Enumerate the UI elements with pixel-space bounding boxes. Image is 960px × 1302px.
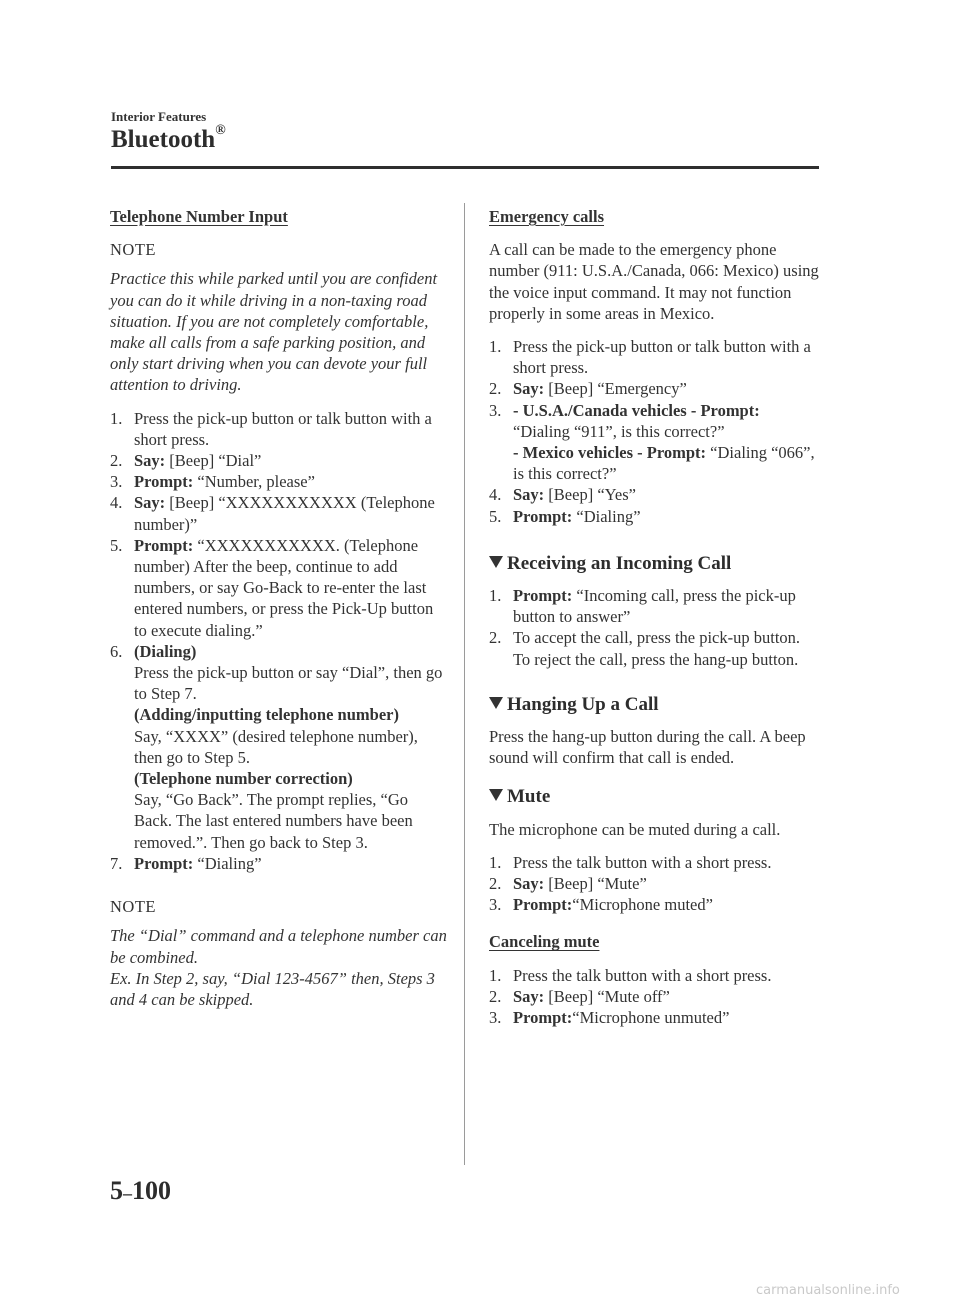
step-number: 1. <box>489 337 502 357</box>
list-item <box>110 853 448 874</box>
heading-text: Hanging Up a Call <box>507 693 659 715</box>
step-text: To reject the call, press the hang-up button. <box>513 649 799 669</box>
incoming-steps <box>489 585 824 670</box>
right-column <box>489 206 824 1046</box>
watermark: carmanualsonline.info <box>756 1283 900 1298</box>
list-item <box>110 408 448 450</box>
emergency-calls-subheading: Emergency calls <box>489 207 605 226</box>
list-item <box>110 535 448 641</box>
triangle-down-icon <box>489 697 503 709</box>
column-divider <box>464 203 465 1165</box>
step-number: 3. <box>110 472 123 492</box>
list-item <box>489 484 824 505</box>
list-item <box>489 378 824 399</box>
step-text: Press the pick-up button or say “Dial”, then go to Step 7. <box>134 663 443 704</box>
step-number: 1. <box>110 408 123 428</box>
triangle-down-icon <box>489 556 503 568</box>
note-line: Ex. In Step 2, say, “Dial 123-4567” then, Steps 3 and 4 can be skipped. <box>110 968 435 1009</box>
step-number: 3. <box>489 1008 502 1028</box>
emergency-steps <box>489 336 824 527</box>
step-text: [Beep] “XXXXXXXXXXX (Telephone number)” <box>134 493 435 534</box>
note-label: NOTE <box>110 897 156 917</box>
step-number: 2. <box>489 628 502 648</box>
list-item <box>489 400 824 485</box>
step-text: Press the talk button with a short press. <box>513 852 772 872</box>
step-subhead-adding: (Adding/inputting telephone number) <box>134 705 399 725</box>
step-text: “Dialing “911”, is this correct?” <box>513 421 725 441</box>
mute-heading <box>489 786 824 807</box>
note-text: Practice this while parked until you are confident you can do it while driving in a non-taxing road situation. If you are not completely comfortable, make all calls from a safe parking position, and only start driving when you can devote your full attention to driving. <box>110 269 438 395</box>
step-text: Press the talk button with a short press. <box>513 965 772 985</box>
step-keyword: Say: <box>134 451 166 471</box>
step-text: “XXXXXXXXXXX. (Telephone number) After the beep, continue to add numbers, or say Go-Back to re-enter the last entered numbers, or press the Pick-Up button to execute dialing.” <box>134 535 434 640</box>
step-keyword: Say: <box>513 874 545 894</box>
list-item <box>489 965 824 986</box>
note-line: The “Dial” command and a telephone number can be combined. <box>110 926 447 967</box>
step-text: To accept the call, press the pick-up button. <box>513 628 801 648</box>
mute-text: The microphone can be muted during a call. <box>489 819 781 839</box>
heading-text: Receiving an Incoming Call <box>507 552 732 574</box>
step-keyword: - U.S.A./Canada vehicles - Prompt: <box>513 400 760 420</box>
step-number: 3. <box>489 895 502 915</box>
step-number: 4. <box>489 485 502 505</box>
list-item <box>489 585 824 627</box>
heading-text: Mute <box>507 786 551 808</box>
step-text: [Beep] “Mute off” <box>544 986 670 1006</box>
step-number: 2. <box>110 451 123 471</box>
note-text <box>110 925 448 1010</box>
registered-mark: ® <box>215 122 226 138</box>
list-item <box>489 852 824 873</box>
list-item <box>489 894 824 915</box>
list-item <box>489 986 824 1007</box>
step-number: 4. <box>110 493 123 513</box>
list-item <box>489 1007 824 1028</box>
step-text: “Incoming call, press the pick-up button to answer” <box>513 586 796 627</box>
list-item <box>489 506 824 527</box>
step-keyword: Prompt: <box>513 1008 573 1028</box>
telephone-number-input-subheading: Telephone Number Input <box>110 207 288 226</box>
step-text: “Number, please” <box>193 472 315 492</box>
cancel-mute-steps <box>489 965 824 1029</box>
list-item <box>110 492 448 534</box>
list-item <box>110 450 448 471</box>
header-rule <box>111 166 819 169</box>
note-label: NOTE <box>110 240 156 260</box>
canceling-mute-subheading: Canceling mute <box>489 932 600 952</box>
page-number-value: 100 <box>132 1176 171 1205</box>
page-dash: – <box>123 1183 132 1203</box>
telephone-input-steps <box>110 408 448 874</box>
page-chapter: 5 <box>110 1176 123 1205</box>
step-number: 2. <box>489 379 502 399</box>
step-text: [Beep] “Yes” <box>544 485 636 505</box>
step-text: Say, “XXXX” (desired telephone number), then go to Step 5. <box>134 726 418 767</box>
step-number: 5. <box>110 535 123 555</box>
step-text: Press the pick-up button or talk button with a short press. <box>513 337 811 378</box>
list-item <box>489 873 824 894</box>
step-number: 1. <box>489 586 502 606</box>
step-number: 5. <box>489 506 502 526</box>
step-number: 7. <box>110 853 123 873</box>
list-item <box>110 471 448 492</box>
step-text: [Beep] “Dial” <box>165 451 262 471</box>
step-text: [Beep] “Mute” <box>544 874 647 894</box>
hanging-up-heading <box>489 694 824 715</box>
list-item <box>110 641 448 853</box>
step-text: “Dialing” <box>193 853 262 873</box>
step-text: “Microphone unmuted” <box>572 1008 730 1028</box>
step-number: 6. <box>110 641 123 661</box>
step-keyword: Prompt: <box>513 586 573 606</box>
page-title-text: Bluetooth <box>111 126 216 153</box>
step-text: [Beep] “Emergency” <box>544 379 687 399</box>
triangle-down-icon <box>489 789 503 801</box>
step-number: 1. <box>489 965 502 985</box>
step-number: 2. <box>489 874 502 894</box>
step-keyword: Prompt: <box>134 472 194 492</box>
left-column <box>110 206 448 1022</box>
section-label: Interior Features <box>111 109 207 124</box>
step-keyword: Say: <box>134 493 166 513</box>
step-keyword: Say: <box>513 379 545 399</box>
step-subhead-correction: (Telephone number correction) <box>134 769 353 789</box>
step-keyword: Say: <box>513 485 545 505</box>
hangup-text: Press the hang-up button during the call. A beep sound will confirm that call is ended. <box>489 727 806 768</box>
step-text: “Dialing” <box>572 506 641 526</box>
step-text: “Dialing “066”, is this correct?” <box>513 443 815 484</box>
list-item <box>489 627 824 669</box>
step-keyword: Prompt: <box>134 853 194 873</box>
step-keyword: Prompt: <box>134 535 194 555</box>
step-number: 3. <box>489 400 502 420</box>
list-item <box>489 336 824 378</box>
step-text: Press the pick-up button or talk button with a short press. <box>134 408 432 449</box>
step-keyword: Say: <box>513 986 545 1006</box>
incoming-call-heading <box>489 553 824 574</box>
step-subhead-dialing: (Dialing) <box>134 641 197 661</box>
step-keyword: - Mexico vehicles - Prompt: <box>513 443 707 463</box>
mute-steps <box>489 852 824 916</box>
step-number: 2. <box>489 986 502 1006</box>
step-number: 1. <box>489 852 502 872</box>
emergency-text: A call can be made to the emergency phone number (911: U.S.A./Canada, 066: Mexico) using the voice input command. It may not function properly in some areas in Mexico. <box>489 240 819 323</box>
page-title <box>111 122 226 154</box>
step-text: “Microphone muted” <box>572 895 713 915</box>
step-keyword: Prompt: <box>513 895 573 915</box>
page-number <box>110 1176 171 1206</box>
step-text: Say, “Go Back”. The prompt replies, “Go Back. The last entered numbers have been removed.”. Then go back to Step 3. <box>134 790 413 852</box>
step-keyword: Prompt: <box>513 506 573 526</box>
